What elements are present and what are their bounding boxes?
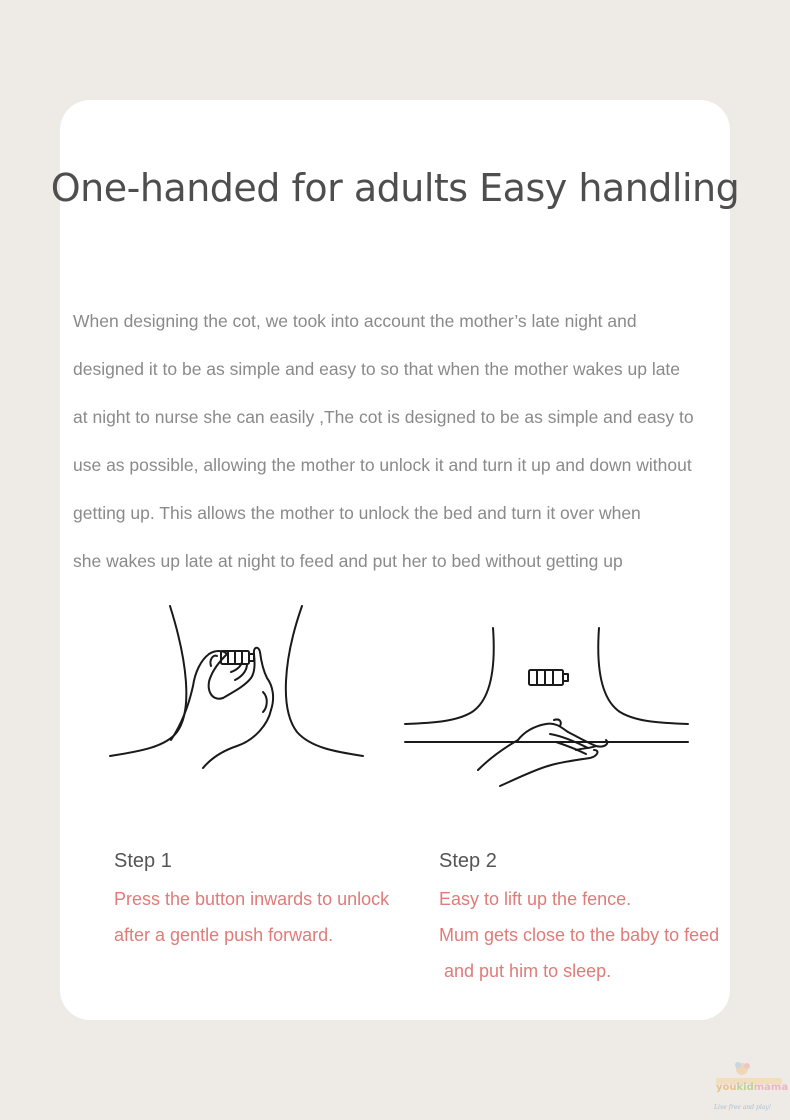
logo-tagline: Live free and play! [714, 1104, 772, 1111]
step2-description [439, 881, 719, 989]
step1-line: after a gentle push forward. [114, 925, 334, 945]
paragraph-line: use as possible, allowing the mother to unlock it and turn it up and down without [73, 455, 692, 475]
page-title: One-handed for adults Easy handling [50, 166, 740, 210]
paragraph-line: designed it to be as simple and easy to so that when the mother wakes up late [73, 359, 681, 379]
description-paragraph [73, 297, 741, 585]
step2-line: and put him to sleep. [439, 961, 612, 981]
step1-hand-press-icon [105, 600, 370, 780]
logo-mascot-icon [712, 1060, 786, 1084]
step2-line: Easy to lift up the fence. [439, 889, 632, 909]
step1-description [114, 881, 389, 953]
paragraph-line: getting up. This allows the mother to unlock the bed and turn it over when [73, 503, 641, 523]
step1-title: Step 1 [114, 850, 172, 872]
step2-line: Mum gets close to the baby to feed [439, 925, 720, 945]
paragraph-line: at night to nurse she can easily ,The cot is designed to be as simple and easy to [73, 407, 694, 427]
step2-title: Step 2 [439, 850, 497, 872]
step2-hand-lift-icon [400, 600, 695, 790]
logo-wordmark: youkidmama [716, 1082, 789, 1093]
step1-line: Press the button inwards to unlock [114, 889, 390, 909]
paragraph-line: When designing the cot, we took into account the mother’s late night and [73, 311, 637, 331]
paragraph-line: she wakes up late at night to feed and put her to bed without getting up [73, 551, 623, 571]
brand-logo [712, 1060, 789, 1118]
